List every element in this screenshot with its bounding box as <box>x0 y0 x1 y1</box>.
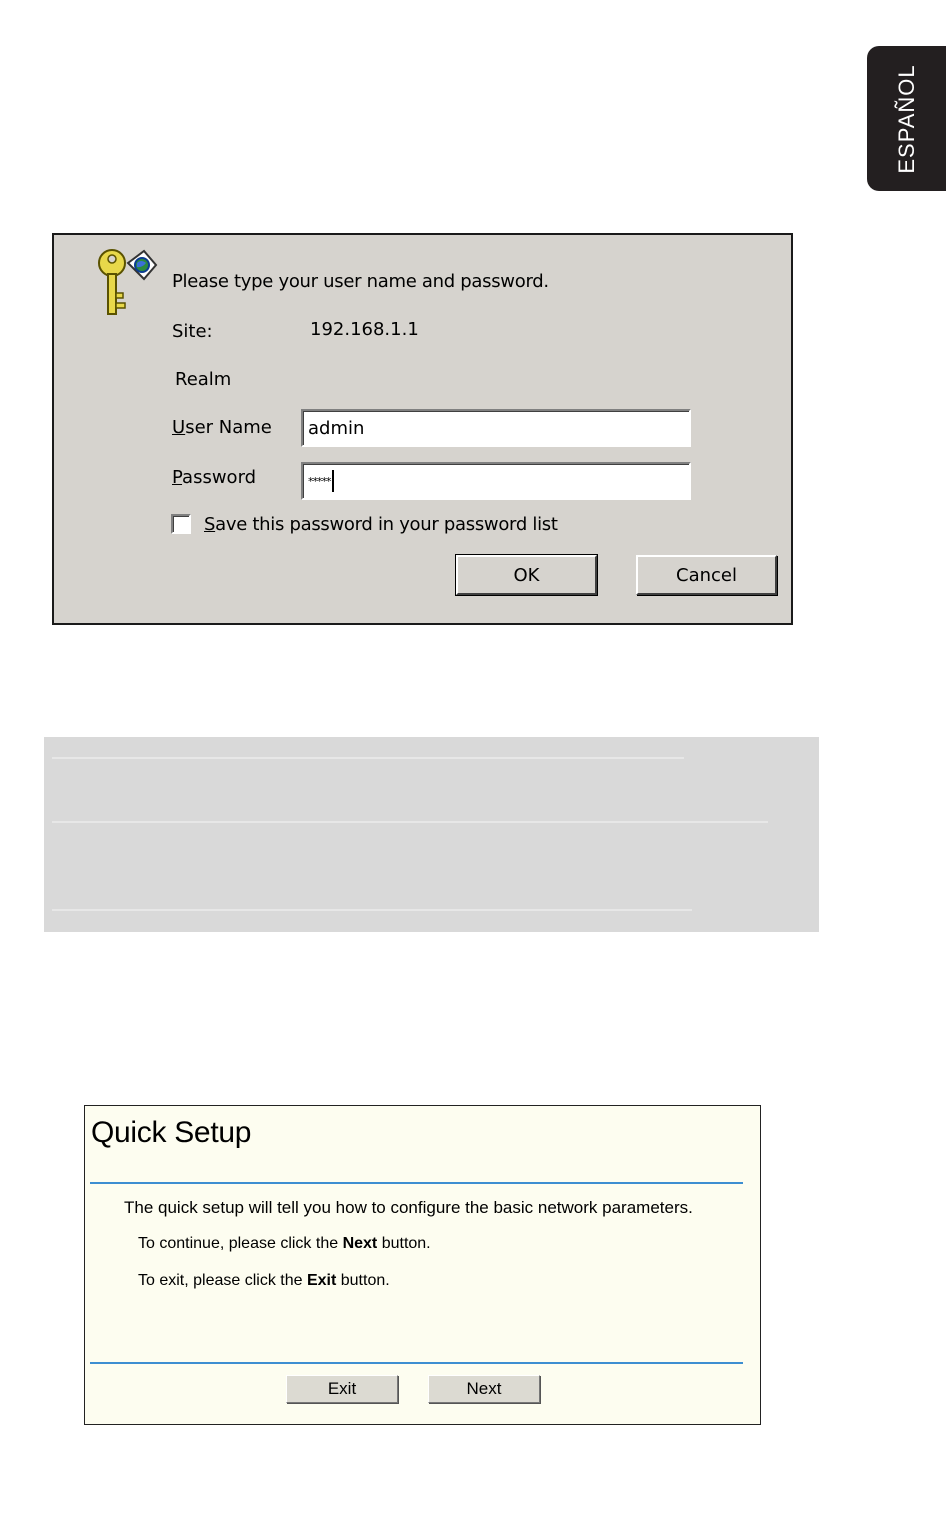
continue-suffix: button. <box>377 1235 431 1252</box>
save-password-checkbox[interactable] <box>171 514 191 534</box>
next-button[interactable]: Next <box>428 1375 540 1403</box>
dialog-prompt: Please type your user name and password. <box>172 271 549 292</box>
intro-text: The quick setup will tell you how to configure the basic network parameters. <box>124 1198 693 1217</box>
quick-setup-title: Quick Setup <box>91 1116 252 1149</box>
ok-button[interactable]: OK <box>456 555 597 595</box>
user-name-label-text: ser Name <box>185 417 272 438</box>
language-tab <box>867 46 946 191</box>
save-password-label-mnemonic: S <box>204 514 216 535</box>
exit-suffix: button. <box>336 1272 390 1289</box>
realm-label: Realm <box>175 369 232 390</box>
band-line <box>52 909 692 911</box>
save-password-label-text: ave this password in your password list <box>215 514 558 535</box>
password-label-text: assword <box>182 467 257 488</box>
exit-prefix: To exit, please click the <box>138 1272 307 1289</box>
language-tab-label: ESPAÑOL <box>893 63 919 174</box>
key-icon <box>94 243 158 327</box>
exit-button[interactable]: Exit <box>286 1375 398 1403</box>
exit-instruction <box>138 1272 390 1290</box>
gray-band <box>44 737 819 932</box>
band-line <box>52 757 684 759</box>
exit-bold: Exit <box>306 1272 337 1289</box>
top-divider <box>90 1182 743 1184</box>
bottom-divider <box>90 1362 743 1364</box>
login-dialog <box>52 233 793 625</box>
password-value: ***** <box>308 474 331 488</box>
user-name-label <box>172 417 272 438</box>
password-label <box>172 467 256 488</box>
password-label-mnemonic: P <box>172 467 183 488</box>
save-password-label[interactable] <box>204 514 558 535</box>
quick-setup-panel <box>84 1105 761 1425</box>
user-name-value: admin <box>308 417 365 439</box>
text-caret <box>332 470 334 492</box>
password-field[interactable] <box>301 462 691 500</box>
site-label: Site: <box>172 321 213 342</box>
cancel-button[interactable]: Cancel <box>636 555 777 595</box>
continue-prefix: To continue, please click the <box>138 1235 343 1252</box>
continue-bold: Next <box>342 1235 378 1252</box>
band-line <box>52 821 768 823</box>
user-name-label-mnemonic: U <box>172 417 186 438</box>
continue-instruction <box>138 1235 431 1253</box>
user-name-field[interactable] <box>301 409 691 447</box>
site-value: 192.168.1.1 <box>310 319 419 340</box>
